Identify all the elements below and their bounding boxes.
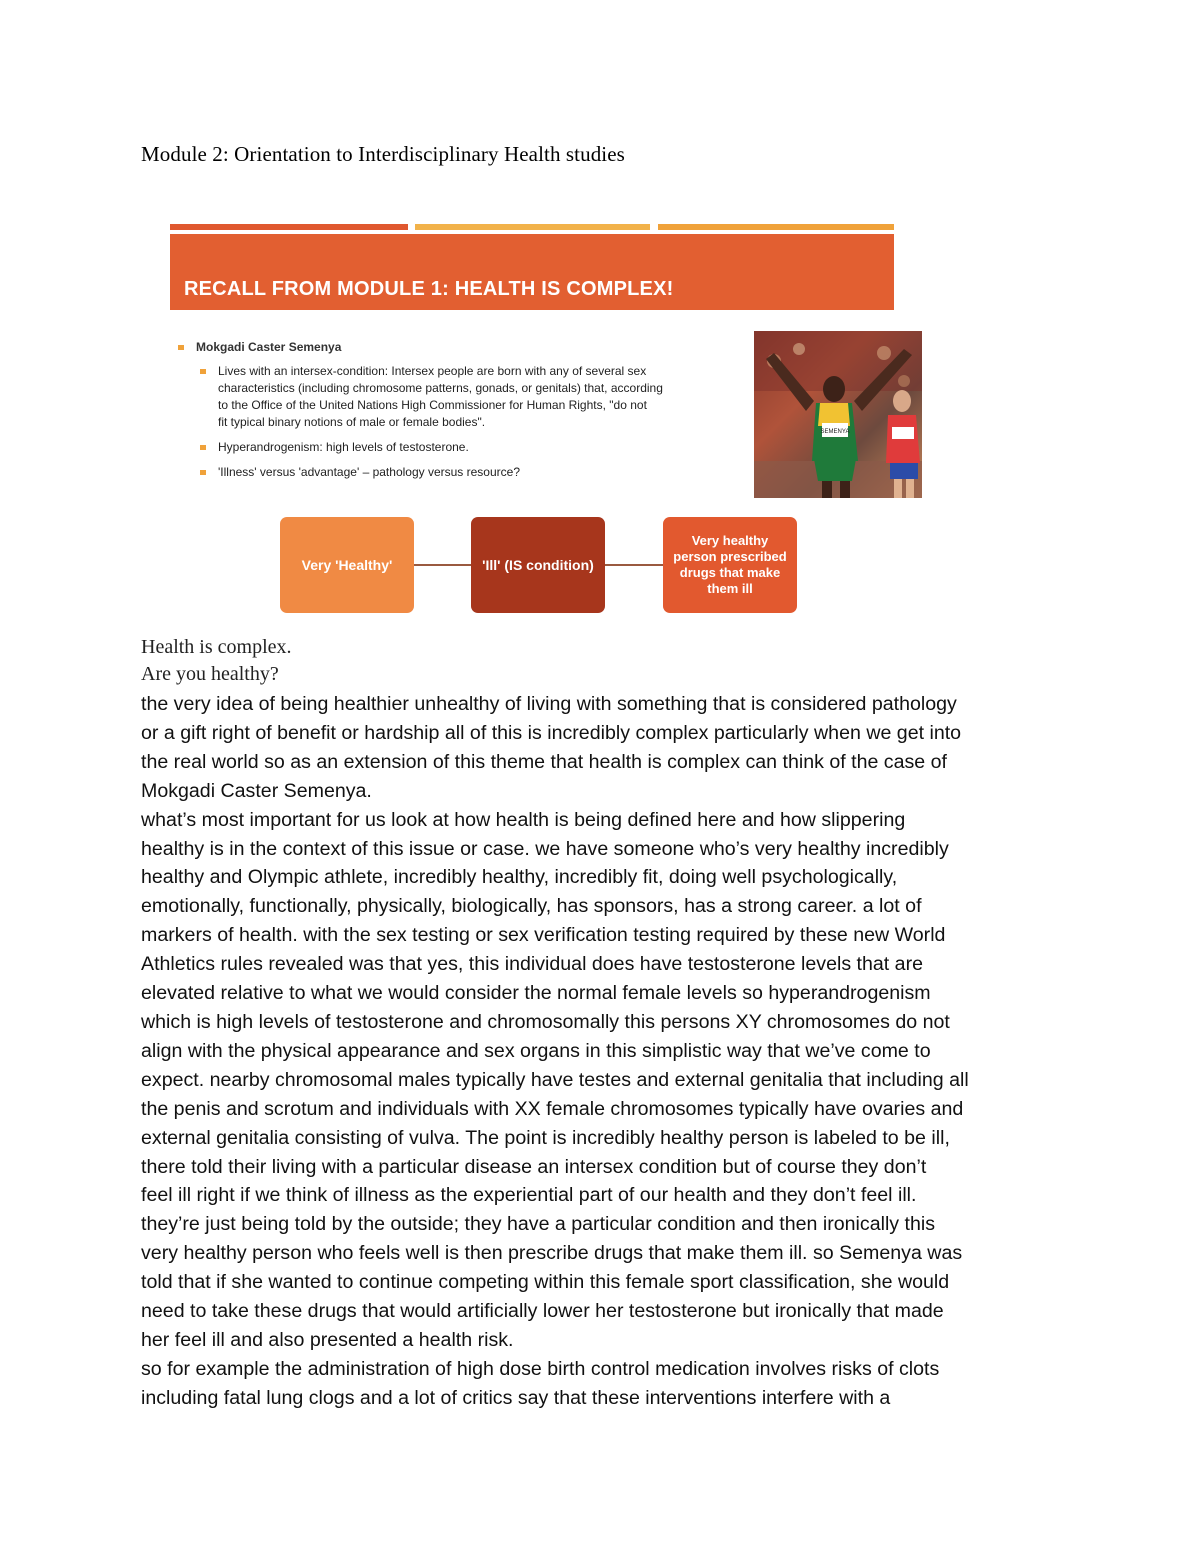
sub-bullet-line: Lives with an intersex-condition: Intersex people are born with any of several sex [218, 364, 647, 378]
body-line: the penis and scrotum and individuals with XX female chromosomes typically have ovaries and [141, 1097, 964, 1120]
body-line: external genitalia consisting of vulva. The point is incredibly healthy person is labeled to be ill, [141, 1126, 950, 1149]
sub-bullet-line: fit typical binary notions of male or female bodies". [218, 415, 486, 429]
flow-box-healthy: Very 'Healthy' [280, 517, 414, 613]
sub-bullet-line: 'Illness' versus 'advantage' – pathology versus resource? [218, 465, 520, 479]
bib-text: SEMENYA [820, 429, 850, 435]
body-line: elevated relative to what we would consider the normal female levels so hyperandrogenism [141, 982, 931, 1005]
bullet-text: Mokgadi Caster Semenya [196, 340, 342, 354]
flow-diagram [168, 222, 928, 622]
body-line: or a gift right of benefit or hardship all of this is incredibly complex particularly when we get into [141, 721, 962, 744]
body-line: the real world so as an extension of this theme that health is complex can think of the case of [141, 750, 947, 773]
body-line: align with the physical appearance and sex organs in this simplistic way that we’ve come to [141, 1039, 931, 1062]
slide-title: RECALL FROM MODULE 1: HEALTH IS COMPLEX! [184, 278, 674, 300]
body-line: so for example the administration of high dose birth control medication involves risks of clots [141, 1357, 940, 1380]
body-line: Athletics rules revealed was that yes, this individual does have testosterone levels that are [141, 953, 923, 976]
body-line: expect. nearby chromosomal males typically have testes and external genitalia that including all [141, 1068, 969, 1091]
body-line: the very idea of being healthier unhealthy of living with something that is considered pathology [141, 693, 957, 715]
body-line: her feel ill and also presented a health risk. [141, 1328, 514, 1351]
intro-line: Are you healthy? [141, 663, 279, 685]
body-text [141, 690, 1071, 1413]
body-line: need to take these drugs that would artificially lower her testosterone but ironically that made [141, 1300, 944, 1323]
body-line: they’re just being told by the outside; they have a particular condition and then ironically this [141, 1213, 936, 1236]
sub-bullet-line: characteristics (including chromosome patterns, gonads, or genitals) that, according [218, 381, 663, 395]
sub-bullet-line: Hyperandrogenism: high levels of testosterone. [218, 440, 469, 454]
flow-connector [605, 564, 663, 566]
page-title: Module 2: Orientation to Interdisciplinary Health studies [141, 142, 625, 166]
flow-box-prescribed: Very healthy person prescribed drugs that make them ill [663, 517, 797, 613]
slide-image [168, 222, 928, 622]
body-line: healthy is in the context of this issue or case. we have someone who’s very healthy incredibly [141, 837, 949, 860]
body-line: Mokgadi Caster Semenya. [141, 779, 372, 802]
body-line: feel ill right if we think of illness as the experiential part of our health and they don’t feel ill. [141, 1184, 917, 1207]
body-line: including fatal lung clogs and a lot of critics say that these interventions interfere with a [141, 1386, 891, 1409]
intro-line: Health is complex. [141, 636, 292, 658]
body-line: very healthy person who feels well is then prescribe drugs that make them ill. so Semenya was [141, 1242, 963, 1265]
body-line: which is high levels of testosterone and chromosomally this persons XY chromosomes do not [141, 1010, 950, 1033]
body-line: what’s most important for us look at how health is being defined here and how slippering [141, 808, 906, 831]
body-line: emotionally, functionally, physically, biologically, has sponsors, has a strong career. a lot of [141, 895, 922, 918]
body-line: markers of health. with the sex testing or sex verification testing required by these new World [141, 924, 946, 947]
body-line: there told their living with a particular disease an intersex condition but of course they don’t [141, 1155, 927, 1178]
body-line: told that if she wanted to continue competing within this female sport classification, she would [141, 1271, 950, 1294]
flow-box-ill: 'Ill' (IS condition) [471, 517, 605, 613]
sub-bullet-line: to the Office of the United Nations High Commissioner for Human Rights, "do not [218, 398, 647, 412]
body-line: healthy and Olympic athlete, incredibly healthy, incredibly fit, doing well psychologically, [141, 866, 898, 889]
flow-connector [414, 564, 471, 566]
